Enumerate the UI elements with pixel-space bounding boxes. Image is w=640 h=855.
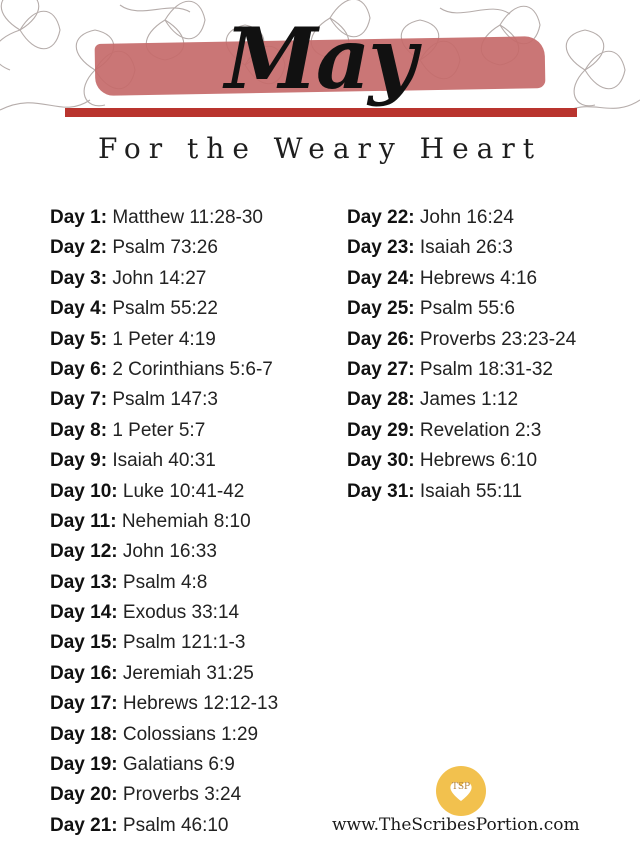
scripture-reference: Nehemiah 8:10 [121,510,251,532]
scripture-reference: James 1:12 [419,389,519,411]
reading-item [50,264,278,294]
day-label: Day 3: [50,267,108,289]
scripture-reference: Isaiah 26:3 [419,237,513,259]
scripture-reference: Galatians 6:9 [122,754,235,776]
reading-item [347,325,576,355]
scripture-reference: Hebrews 12:12-13 [122,693,279,715]
scripture-reference: Isaiah 55:11 [419,480,523,502]
page-subtitle: For the Weary Heart [98,132,542,165]
reading-item [347,477,576,507]
scripture-reference: Psalm 73:26 [112,237,218,259]
brand-logo [436,766,486,816]
day-label: Day 19: [50,754,118,776]
reading-item [50,720,278,750]
scripture-reference: Colossians 1:29 [122,723,259,745]
reading-item [347,264,576,294]
day-label: Day 26: [347,328,415,350]
page-title: May [224,9,416,108]
scripture-reference: John 16:24 [419,207,514,228]
day-label: Day 16: [50,662,118,684]
reading-item [347,294,576,324]
scripture-reference: John 14:27 [112,267,207,289]
day-label: Day 4: [50,298,108,320]
day-label: Day 9: [50,450,108,472]
scripture-reference: Psalm 121:1-3 [122,632,246,654]
day-label: Day 1: [50,207,108,228]
reading-item [50,203,278,233]
reading-item [50,659,278,689]
reading-item [50,598,278,628]
scripture-reference: Jeremiah 31:25 [122,662,254,684]
scripture-reference: 1 Peter 5:7 [112,419,206,441]
reading-item [50,628,278,658]
reading-item [347,203,576,233]
day-label: Day 8: [50,419,108,441]
day-label: Day 13: [50,571,118,593]
day-label: Day 18: [50,723,118,745]
reading-item [50,811,278,841]
scripture-reference: Psalm 55:22 [112,298,218,320]
scripture-reference: Luke 10:41-42 [122,480,245,502]
day-label: Day 2: [50,237,108,259]
day-label: Day 21: [50,814,118,836]
reading-item [50,325,278,355]
day-label: Day 30: [347,450,415,472]
day-label: Day 27: [347,358,415,380]
logo-text: TSP [451,782,471,792]
scripture-reference: Matthew 11:28-30 [112,207,263,228]
reading-item [50,355,278,385]
reading-item [50,568,278,598]
reading-item [50,385,278,415]
reading-item [50,537,278,567]
reading-item [50,294,278,324]
reading-item [347,233,576,263]
scripture-reference: Proverbs 23:23-24 [419,328,577,350]
day-label: Day 6: [50,358,108,380]
scripture-reference: Psalm 18:31-32 [419,358,553,380]
reading-item [50,416,278,446]
reading-item [347,446,576,476]
scripture-reference: Proverbs 3:24 [122,784,242,806]
day-label: Day 24: [347,267,415,289]
day-label: Day 17: [50,693,118,715]
day-label: Day 14: [50,602,118,624]
reading-item [50,507,278,537]
reading-item [347,416,576,446]
day-label: Day 7: [50,389,108,411]
scripture-reference: Hebrews 4:16 [419,267,538,289]
reading-item [50,446,278,476]
scripture-reference: Psalm 46:10 [122,814,229,836]
day-label: Day 23: [347,237,415,259]
website-link[interactable]: www.TheScribesPortion.com [332,815,580,835]
day-label: Day 10: [50,480,118,502]
day-label: Day 12: [50,541,118,563]
reading-item [50,780,278,810]
reading-item [50,233,278,263]
reading-item [50,689,278,719]
reading-item [50,477,278,507]
day-label: Day 11: [50,510,117,532]
scripture-reference: Hebrews 6:10 [419,450,538,472]
reading-item [347,385,576,415]
scripture-reference: Psalm 4:8 [122,571,208,593]
day-label: Day 20: [50,784,118,806]
scripture-reference: Psalm 147:3 [112,389,218,411]
reading-list-left [50,203,278,841]
scripture-reference: 1 Peter 4:19 [112,328,216,350]
day-label: Day 28: [347,389,415,411]
day-label: Day 15: [50,632,118,654]
day-label: Day 22: [347,207,415,228]
scripture-reference: Isaiah 40:31 [112,450,216,472]
day-label: Day 5: [50,328,108,350]
day-label: Day 29: [347,419,415,441]
scripture-reference: Exodus 33:14 [122,602,240,624]
reading-item [347,355,576,385]
reading-item [50,750,278,780]
day-label: Day 31: [347,480,415,502]
day-label: Day 25: [347,298,415,320]
reading-list-right [347,203,576,507]
scripture-reference: Revelation 2:3 [419,419,542,441]
scripture-reference: 2 Corinthians 5:6-7 [112,358,273,380]
scripture-reference: John 16:33 [122,541,217,563]
scripture-reference: Psalm 55:6 [419,298,515,320]
